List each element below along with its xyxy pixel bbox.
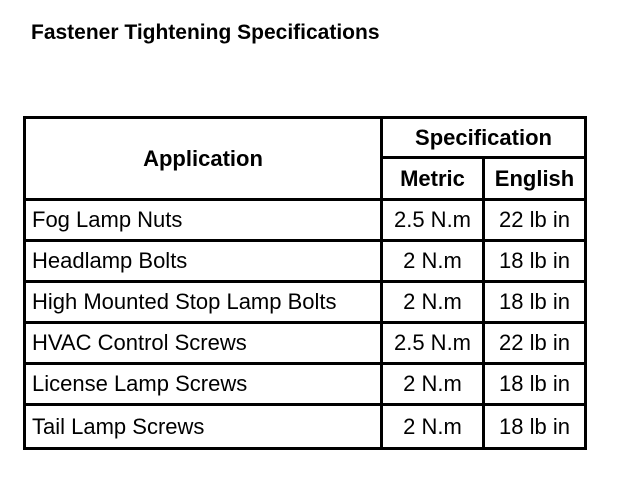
english-cell: 18 lb in [499,413,570,439]
page-title: Fastener Tightening Specifications [31,21,380,44]
application-cell: HVAC Control Screws [26,324,383,365]
table-row [26,242,584,283]
metric-cell: 2 N.m [383,283,485,324]
header-metric: Metric [383,159,485,201]
metric-cell: 2 N.m [383,406,485,447]
english-cell: 18 lb in [485,283,584,324]
english-cell: 22 lb in [485,201,584,242]
header-english: English [485,159,584,201]
table-row [26,406,584,447]
table-row [26,365,584,406]
application-cell: Fog Lamp Nuts [26,201,383,242]
metric-cell: 2.5 N.m [383,201,485,242]
header-application: Application [26,119,383,201]
table-row [26,324,584,365]
fastener-spec-table [23,116,587,450]
application-cell: High Mounted Stop Lamp Bolts [26,283,383,324]
application-cell: License Lamp Screws [26,365,383,406]
metric-cell: 2 N.m [383,242,485,283]
table-row [26,201,584,242]
metric-cell: 2 N.m [383,365,485,406]
header-specification: Specification [383,119,584,159]
table-row [26,283,584,324]
english-cell: 18 lb in [485,365,584,406]
application-cell: Headlamp Bolts [26,242,383,283]
application-cell: Tail Lamp Screws [26,406,383,447]
english-cell: 18 lb in [485,242,584,283]
metric-cell: 2.5 N.m [383,324,485,365]
english-cell: 22 lb in [485,324,584,365]
